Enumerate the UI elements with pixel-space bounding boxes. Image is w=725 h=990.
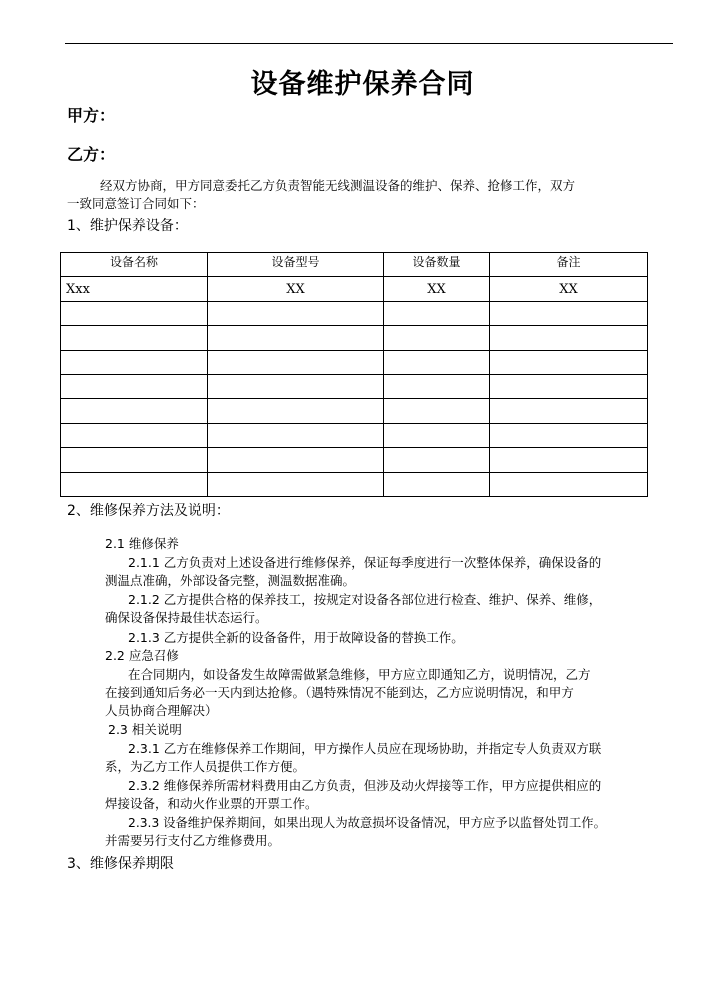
table-cell <box>490 472 648 496</box>
table-cell: XX <box>490 277 648 301</box>
table-cell <box>61 472 208 496</box>
header-cell: 设备数量 <box>384 253 490 277</box>
table-cell <box>61 399 208 423</box>
table-cell: Xxx <box>61 277 208 301</box>
table-cell <box>61 326 208 350</box>
clause-2-2-heading: 2.2 应急召修 <box>105 648 179 663</box>
clause-2-3-2-line-1: 2.3.2 维修保养所需材料费用由乙方负责，但涉及动火焊接等工作，甲方应提供相应的 <box>128 778 602 793</box>
section-3-heading: 3、维修保养期限 <box>67 856 174 872</box>
table-cell <box>384 423 490 447</box>
table-cell <box>61 350 208 374</box>
table-cell <box>208 423 384 447</box>
clause-2-3-heading: 2.3 相关说明 <box>108 722 182 737</box>
header-rule <box>65 43 673 44</box>
header-cell: 备注 <box>490 253 648 277</box>
clause-2-3-3-line-1: 2.3.3 设备维护保养期间，如果出现人为故意损坏设备情况，甲方应予以监督处罚工作。 <box>128 816 606 830</box>
table-cell <box>61 423 208 447</box>
table-row <box>61 399 648 423</box>
clause-2-1-1-line-2: 测温点准确，外部设备完整，测温数据准确。 <box>105 573 356 588</box>
table-row <box>61 472 648 496</box>
clause-2-1-1-line-1: 2.1.1 乙方负责对上述设备进行维修保养，保证每季度进行一次整体保养，确保设备的 <box>128 555 602 570</box>
clause-2-3-1-line-2: 系，为乙方工作人员提供工作方便。 <box>105 759 306 774</box>
table-row <box>61 423 648 447</box>
table-cell <box>61 301 208 325</box>
clause-2-3-2-line-2: 焊接设备，和动火作业票的开票工作。 <box>105 796 318 811</box>
table-cell <box>208 301 384 325</box>
table-cell <box>384 472 490 496</box>
table-row <box>61 374 648 398</box>
table-cell <box>208 472 384 496</box>
table-cell <box>490 301 648 325</box>
table-cell <box>61 448 208 472</box>
table-row <box>61 277 648 301</box>
table-cell <box>384 399 490 423</box>
table-cell: XX <box>384 277 490 301</box>
clause-2-1-2-line-1: 2.1.2 乙方提供合格的保养技工，按规定对设备各部位进行检查、维护、保养、维修， <box>128 592 602 607</box>
clause-2-2-line-1: 在合同期内，如设备发生故障需做紧急维修，甲方应立即通知乙方，说明情况，乙方 <box>128 667 591 682</box>
table-cell <box>208 350 384 374</box>
clause-2-3-1-line-1: 2.3.1 乙方在维修保养工作期间，甲方操作人员应在现场协助，并指定专人负责双方联 <box>128 741 602 756</box>
clause-2-3-3-line-2: 并需要另行支付乙方维修费用。 <box>105 833 281 848</box>
table-cell <box>490 326 648 350</box>
table-cell <box>208 448 384 472</box>
table-cell <box>208 374 384 398</box>
clause-2-1-3: 2.1.3 乙方提供全新的设备备件，用于故障设备的替换工作。 <box>128 630 464 645</box>
clause-2-2-line-2: 在接到通知后务必一天内到达抢修。（遇特殊情况不能到达，乙方应说明情况，和甲方 <box>105 685 574 700</box>
section-2-heading: 2、维修保养方法及说明： <box>67 503 230 519</box>
header-cell: 设备名称 <box>61 253 208 277</box>
table-cell <box>384 301 490 325</box>
table-cell <box>61 374 208 398</box>
intro-line-1: 经双方协商，甲方同意委托乙方负责智能无线测温设备的维护、保养、抢修工作，双方 <box>100 178 576 193</box>
equipment-table <box>60 252 648 497</box>
party-b-label: 乙方： <box>67 145 116 164</box>
clause-2-1-heading: 2.1 维修保养 <box>105 536 179 551</box>
table-row <box>61 350 648 374</box>
clause-2-1-2-line-2: 确保设备保持最佳状态运行。 <box>105 610 268 625</box>
table-row <box>61 448 648 472</box>
table-row <box>61 301 648 325</box>
table-cell <box>208 399 384 423</box>
section-1-heading: 1、维护保养设备： <box>67 218 188 234</box>
table-cell <box>208 326 384 350</box>
table-cell: XX <box>208 277 384 301</box>
table-row <box>61 326 648 350</box>
header-cell: 设备型号 <box>208 253 384 277</box>
table-header-row <box>61 253 648 277</box>
document-title: 设备维护保养合同 <box>250 69 475 100</box>
table-cell <box>384 326 490 350</box>
intro-line-2: 一致同意签订合同如下： <box>67 196 205 211</box>
table-cell <box>384 374 490 398</box>
table-cell <box>490 374 648 398</box>
table-cell <box>490 448 648 472</box>
table-cell <box>384 448 490 472</box>
party-a-label: 甲方： <box>67 106 116 125</box>
table-cell <box>490 423 648 447</box>
table-cell <box>490 350 648 374</box>
table-cell <box>490 399 648 423</box>
table-cell <box>384 350 490 374</box>
clause-2-2-line-3: 人员协商合理解决） <box>105 703 218 718</box>
